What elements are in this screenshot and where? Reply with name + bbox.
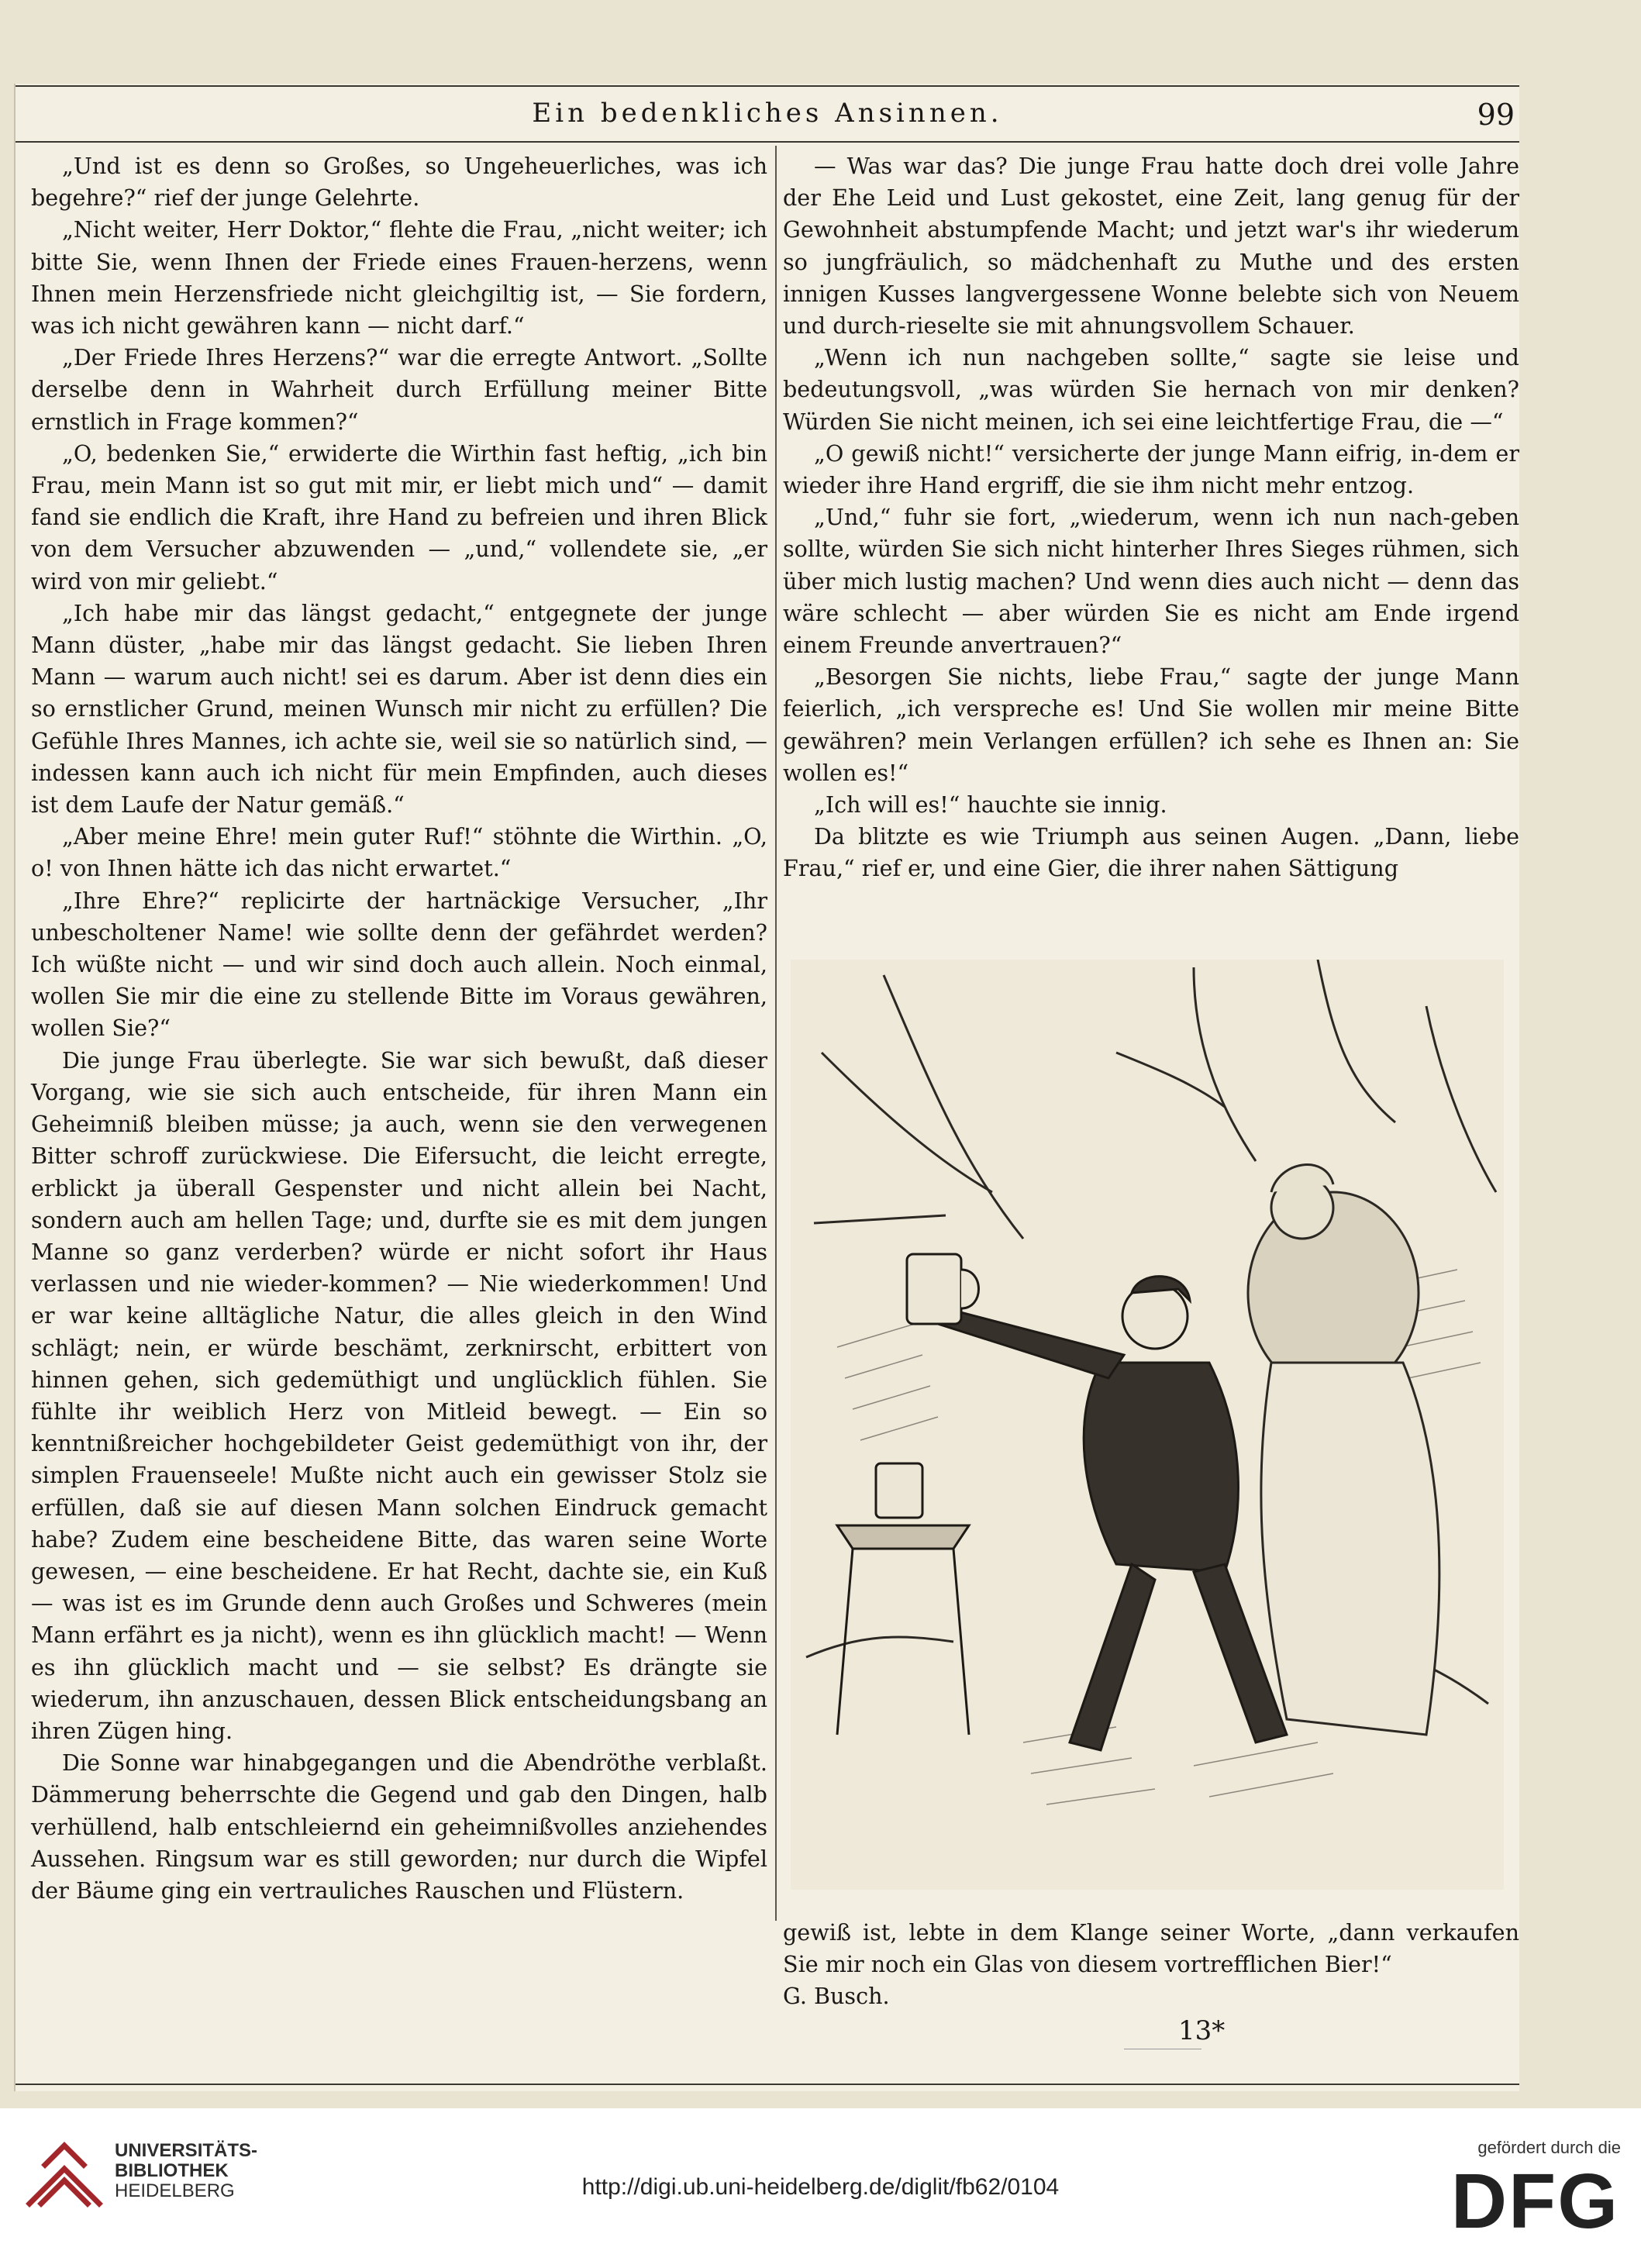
bottom-rule <box>16 2084 1519 2085</box>
left-column <box>31 150 767 1907</box>
paragraph: „Und,“ fuhr sie fort, „wiederum, wenn ich nun nach-geben sollte, würden Sie sich nicht hinterher Ihres Sieges rühmen, sich über mich lustig machen? Und wenn dies auch nicht — denn das wäre schlecht — aber würden Sie es nicht am Ende irgend einem Freunde anvertrauen?“ <box>783 504 1519 659</box>
running-title: Ein bedenkliches Ansinnen. <box>532 98 1003 129</box>
top-rule <box>16 85 1519 87</box>
permalink-url[interactable]: http://digi.ub.uni-heidelberg.de/diglit/fb62/0104 <box>581 2174 1060 2200</box>
library-line-2: BIBLIOTHEK <box>115 2160 229 2181</box>
page-number: 99 <box>1477 98 1515 132</box>
paragraph: Die junge Frau überlegte. Sie war sich bewußt, daß dieser Vorgang, wie sie sich auch entscheide, für ihren Mann ein Geheimniß bleiben müsse; ja auch, wenn sie den verwegenen Bitter schroff zurückwiese. Die Eifersucht, die leicht erregte, erblickt ja überall Gespenster und nicht allein bei Nacht, sondern auch am hellen Tage; und, durfte sie es mit dem jungen Manne so ganz verderben? würde er nicht sofort ihr Haus verlassen und nie wieder-kommen? — Nie wiederkommen! Und er war keine alltägliche Natur, die alles gleich in den Wind schlägt; nein, er würde beschämt, zerknirscht, erbittert von hinnen gehen, sich gedemüthigt und unglücklich fühlen. Sie fühlte ihr weiblich Herz von Mitleid bewegt. — Ein so kenntnißreicher hochgebildeter Geist gedemüthigt von ihr, der simplen Frauenseele! Mußte nicht auch ein gewisser Stolz sie erfüllen, daß sie auf diesen Mann solchen Eindruck gemacht habe? Zudem eine bescheidene Bitte, das waren seine Worte gewesen, — eine bescheidene. Er hat Recht, dachte sie, ein Kuß — was ist es im Grunde denn auch Großes und Schweres (mein Mann erfährt es ja nicht), wenn es ihn glücklich macht! — Wenn es ihn glücklich macht und — sie selbst? Es drängte sie wiederum, ihn anzuschauen, dessen Blick entscheidungsbang an ihren Zügen hing. <box>31 1046 767 1744</box>
closing-text <box>783 1917 1519 2013</box>
paragraph: gewiß ist, lebte in dem Klange seiner Worte, „dann verkaufen Sie mir noch ein Glas von diesem vortrefflichen Bier!“ <box>783 1919 1519 1978</box>
paragraph: „O gewiß nicht!“ versicherte der junge Mann eifrig, in-dem er wieder ihre Hand ergriff, die sie ihm nicht mehr entzog. <box>783 439 1519 499</box>
paragraph: „Besorgen Sie nichts, liebe Frau,“ sagte der junge Mann feierlich, „ich verspreche es! Und Sie wollen mir meine Bitte gewähren? mein Verlangen erfüllen? ich sehe es Ihnen an: Sie wollen es!“ <box>783 664 1519 786</box>
paragraph: „Wenn ich nun nachgeben sollte,“ sagte sie leise und bedeutungsvoll, „was würden Sie hernach von mir denken? Würden Sie nicht meinen, ich sei eine leichtfertige Frau, die —“ <box>783 344 1519 435</box>
book-page <box>14 84 1519 2091</box>
engraving-illustration <box>791 960 1504 1890</box>
paragraph: — Was war das? Die junge Frau hatte doch drei volle Jahre der Ehe Leid und Lust gekostet, eine Zeit, lang genug für der Gewohnheit abstumpfende Macht; und jetzt war's ihr wiederum so jungfräulich, so mädchenhaft zu Muthe und des ersten innigen Kusses langvergessene Wonne belebte sich von Neuem und durch-rieselte sie mit ahnungsvollem Schauer. <box>783 153 1519 340</box>
paragraph: „Nicht weiter, Herr Doktor,“ flehte die Frau, „nicht weiter; ich bitte Sie, wenn Ihnen der Friede eines Frauen-herzens, wenn Ihnen mein Herzensfriede nicht gleichgiltig ist, — Sie fordern, was ich nicht gewähren kann — nicht darf.“ <box>31 216 767 340</box>
paragraph: „Aber meine Ehre! mein guter Ruf!“ stöhnte die Wirthin. „O, o! von Ihnen hätte ich das nicht erwartet.“ <box>31 823 767 882</box>
paragraph: Da blitzte es wie Triumph aus seinen Augen. „Dann, liebe Frau,“ rief er, und eine Gier, die ihrer nahen Sättigung <box>783 823 1519 882</box>
paragraph: „Und ist es denn so Großes, so Ungeheuerliches, was ich begehre?“ rief der junge Gelehrte. <box>31 153 767 212</box>
dfg-logo[interactable]: DFG <box>1450 2158 1619 2245</box>
paragraph: „Ich will es!“ hauchte sie innig. <box>814 791 1167 819</box>
library-logo-icon <box>22 2130 107 2215</box>
page-header <box>16 98 1519 136</box>
sponsor-text: gefördert durch die <box>1477 2138 1621 2157</box>
signature-mark: 13* <box>1178 2015 1226 2046</box>
paragraph: „Ihre Ehre?“ replicirte der hartnäckige Versucher, „Ihr unbescholtener Name! wie sollte denn der gefährdet werden? Ich wüßte nicht — und wir sind doch auch allein. Noch einmal, wollen Sie mir die eine zu stellende Bitte im Voraus gewähren, wollen Sie?“ <box>31 887 767 1042</box>
right-column <box>783 150 1519 885</box>
paragraph: Die Sonne war hinabgegangen und die Abendröthe verblaßt. Dämmerung beherrschte die Gegend und gab den Dingen, halb verhüllend, halb entschleiernd ein geheimnißvolles anziehendes Aussehen. Ringsum war es still geworden; nur durch die Wipfel der Bäume ging ein vertrauliches Rauschen und Flüstern. <box>31 1749 767 1904</box>
paragraph: „O, bedenken Sie,“ erwiderte die Wirthin fast heftig, „ich bin Frau, mein Mann ist so gut mit mir, er liebt mich und“ — damit fand sie endlich die Kraft, ihre Hand zu befreien und ihren Blick von dem Versucher abzuwenden — „und,“ vollendete sie, „er wird von mir geliebt.“ <box>31 439 767 595</box>
author-credit: G. Busch. <box>783 1983 890 2010</box>
paragraph: „Der Friede Ihres Herzens?“ war die erregte Antwort. „Sollte derselbe denn in Wahrheit durch Erfüllung meiner Bitte ernstlich in Frage kommen?“ <box>31 344 767 435</box>
column-divider <box>775 146 777 1921</box>
library-line-1: UNIVERSITÄTS- <box>115 2140 258 2161</box>
library-line-3: HEIDELBERG <box>115 2180 235 2201</box>
paragraph: „Ich habe mir das längst gedacht,“ entgegnete der junge Mann düster, „habe mir das längst gedacht. Sie lieben Ihren Mann — warum auch nicht! sei es darum. Aber ist denn dies ein so ernstlicher Grund, meinen Wunsch mir nicht zu erfüllen? Die Gefühle Ihres Mannes, ich achte sie, weil sie so natürlich sind, — indessen kann auch ich nicht für mein Empfinden, auch dieses ist dem Laufe der Natur gemäß.“ <box>31 599 767 819</box>
header-rule <box>16 141 1519 143</box>
